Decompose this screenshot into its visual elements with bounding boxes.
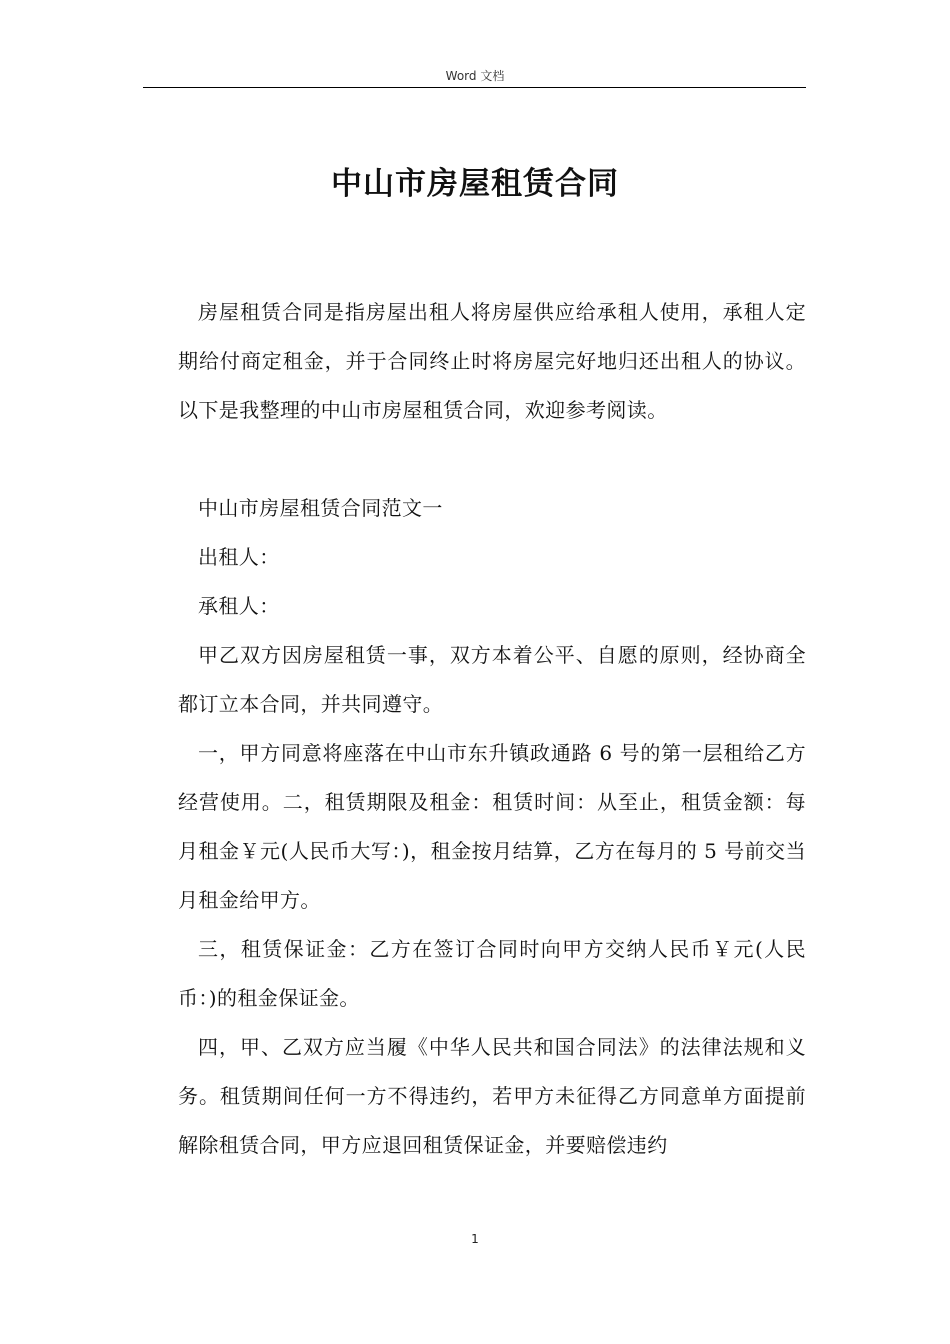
header-divider [143,87,806,88]
page-header-label: Word 文档 [445,69,505,83]
clause-four: 四，甲、乙双方应当履《中华人民共和国合同法》的法律法规和义务。租赁期间任何一方不得违约，若甲方未征得乙方同意单方面提前解除租赁合同，甲方应退回租赁保证金，并要赔偿违约 [178,1035,806,1157]
clause-three: 三，租赁保证金：乙方在签订合同时向甲方交纳人民币￥元(人民币：)的租金保证金。 [178,937,806,1010]
clause-one-two: 一，甲方同意将座落在中山市东升镇政通路 6 号的第一层租给乙方经营使用。二，租赁期限及租金：租赁时间：从至止，租赁金额：每月租金￥元(人民币大写：)，租金按月结算，乙方在每月的 5 号前交当月租金给甲方。 [178,741,806,912]
section-heading: 中山市房屋租赁合同范文一 [198,496,443,520]
preamble-paragraph: 甲乙双方因房屋租赁一事，双方本着公平、自愿的原则，经协商全都订立本合同，并共同遵守。 [178,643,806,716]
paragraph-spacer [178,435,806,484]
intro-paragraph: 房屋租赁合同是指房屋出租人将房屋供应给承租人使用，承租人定期给付商定租金，并于合同终止时将房屋完好地归还出租人的协议。以下是我整理的中山市房屋租赁合同，欢迎参考阅读。 [178,300,806,422]
document-title: 中山市房屋租赁合同 [331,166,619,202]
lessor-line: 出租人： [198,545,280,569]
lessee-line: 承租人： [198,594,280,618]
document-body [178,288,806,1170]
page-number: 1 [471,1232,479,1246]
